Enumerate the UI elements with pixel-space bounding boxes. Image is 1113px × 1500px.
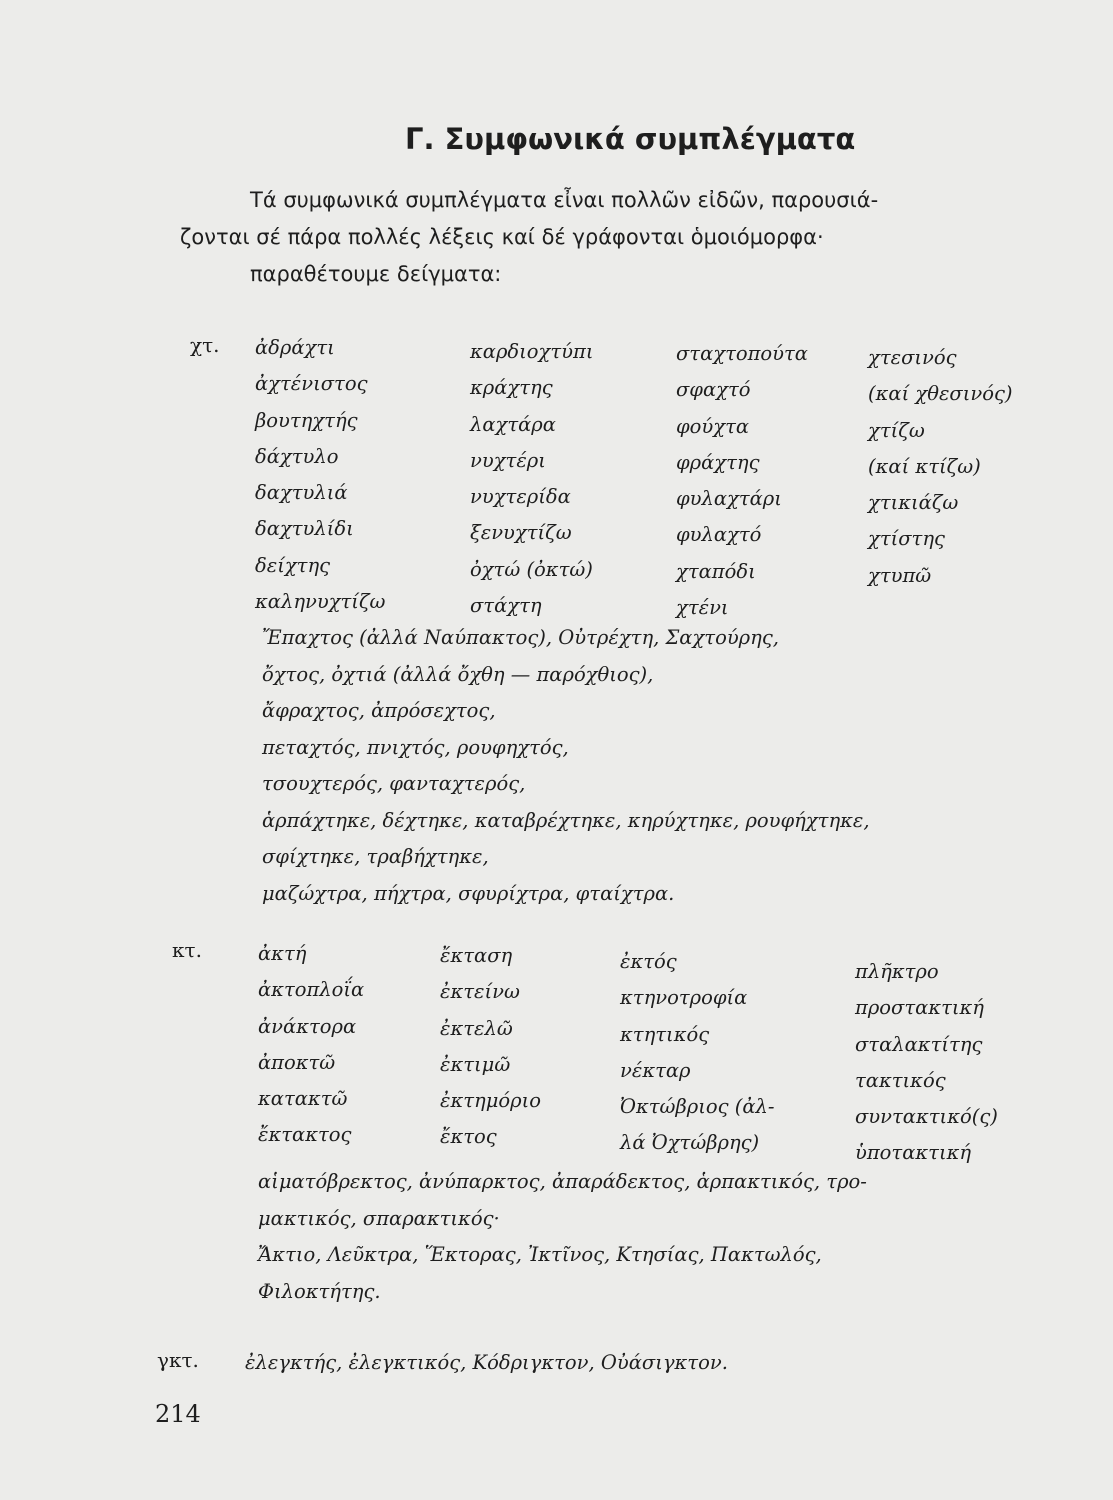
word-item: χτυπῶ (868, 563, 932, 587)
word-item: δείχτης (255, 553, 331, 577)
kt-column-1 (258, 936, 364, 1154)
word-item: σταλακτίτης (855, 1032, 983, 1056)
word-item: τακτικός (855, 1068, 946, 1092)
word-item: ἀχτένιστος (255, 372, 368, 396)
kht-column-2 (470, 334, 593, 624)
prefix-gkt: γκτ. (157, 1348, 199, 1372)
prefix-kht: χτ. (190, 333, 220, 357)
word-item: (καί κτίζω) (868, 454, 981, 478)
word-item: ἀποκτῶ (258, 1050, 336, 1074)
text-line: Ἄκτιο, Λεῦκτρα, Ἕκτορας, Ἰκτῖνος, Κτησίας, Πακτωλός, (258, 1243, 822, 1266)
section-heading: Γ. Συμφωνικά συμπλέγματα (405, 122, 856, 156)
word-item: ἐκτιμῶ (440, 1052, 511, 1076)
word-item: Ὀκτώβριος (ἀλ- (620, 1095, 775, 1119)
word-item: ἐκτημόριο (440, 1089, 541, 1113)
word-item: ἐκτείνω (440, 980, 520, 1004)
word-item: δαχτυλίδι (255, 517, 354, 541)
page-number: 214 (155, 1400, 201, 1428)
text-line: τσουχτερός, φανταχτερός, (262, 772, 526, 795)
word-item: νυχτέρι (470, 448, 546, 472)
word-item: φούχτα (676, 414, 750, 438)
text-line: ὄχτος, ὀχτιά (ἀλλά ὄχθη — παρόχθιος), (262, 662, 654, 686)
text-line: ἐλεγκτής, ἐλεγκτικός, Κόδριγκτον, Οὐάσιγκτον. (245, 1351, 728, 1374)
word-item: στάχτη (470, 594, 542, 618)
kht-column-1 (255, 330, 385, 620)
text-line: Φιλοκτήτης. (258, 1279, 381, 1303)
gkt-examples-line (245, 1345, 728, 1382)
text-line: αἱματόβρεκτος, ἀνύπαρκτος, ἀπαράδεκτος, ἁρπακτικός, τρο- (258, 1170, 867, 1193)
word-item: ἀκτοπλοΐα (258, 978, 365, 1002)
word-item: σφαχτό (676, 378, 751, 402)
kt-column-4 (855, 954, 998, 1172)
word-item: κράχτης (470, 376, 553, 400)
word-item: κατακτῶ (258, 1087, 348, 1111)
word-item: χτίζω (868, 418, 925, 442)
word-item: ἀκτή (258, 942, 307, 965)
word-item: ὀχτώ (ὀκτώ) (470, 557, 593, 581)
word-item: καρδιοχτύπι (470, 340, 594, 363)
word-item: καληνυχτίζω (255, 590, 386, 614)
text-line: ἄφραχτος, ἀπρόσεχτος, (262, 699, 496, 722)
text-line: πεταχτός, πνιχτός, ρουφηχτός, (262, 735, 569, 759)
intro-line-2: ζονται σέ πάρα πολλές λέξεις καί δέ γράφονται ὁμοιόμορφα· (180, 225, 824, 249)
kht-column-4 (868, 340, 1013, 594)
word-item: λά Ὀχτώβρης) (620, 1131, 760, 1155)
intro-line-3: παραθέτουμε δείγματα: (250, 262, 502, 286)
word-item: βουτηχτής (255, 408, 358, 432)
kt-column-3 (620, 944, 774, 1162)
word-item: χτεσινός (868, 346, 957, 369)
word-item: ἔκταση (440, 944, 513, 967)
word-item: (καί χθεσινός) (868, 382, 1013, 406)
word-item: νυχτερίδα (470, 485, 571, 509)
text-line: μακτικός, σπαρακτικός· (258, 1206, 500, 1230)
word-item: δαχτυλιά (255, 481, 348, 505)
word-item: ἐκτελῶ (440, 1016, 513, 1040)
word-item: σταχτοπούτα (676, 342, 808, 365)
word-item: ἀδράχτι (255, 336, 335, 359)
word-item: φυλαχτό (676, 523, 762, 547)
word-item: λαχτάρα (470, 412, 556, 436)
intro-paragraph (180, 182, 1050, 293)
text-line: Ἔπαχτος (ἀλλά Ναύπακτος), Οὐτρέχτη, Σαχτούρης, (262, 626, 779, 649)
word-item: ξενυχτίζω (470, 521, 572, 545)
intro-line-1: Τά συμφωνικά συμπλέγματα εἶναι πολλῶν εἰδῶν, παρουσιά- (250, 188, 879, 212)
word-item: ἀνάκτορα (258, 1014, 357, 1038)
word-item: χτίστης (868, 527, 945, 551)
word-item: χτικιάζω (868, 491, 959, 515)
word-item: χταπόδι (676, 559, 756, 583)
text-line: μαζώχτρα, πήχτρα, σφυρίχτρα, φταίχτρα. (262, 881, 675, 905)
kht-examples-paragraph (262, 620, 870, 912)
word-item: κτηνοτροφία (620, 986, 748, 1010)
word-item: ἐκτός (620, 950, 677, 973)
word-item: συντακτικό(ς) (855, 1105, 998, 1129)
word-item: ὑποτακτική (855, 1141, 972, 1165)
word-item: πλῆκτρο (855, 960, 939, 983)
word-item: νέκταρ (620, 1058, 691, 1082)
text-line: ἁρπάχτηκε, δέχτηκε, καταβρέχτηκε, κηρύχτηκε, ρουφήχτηκε, (262, 808, 870, 832)
word-item: ἔκτακτος (258, 1123, 352, 1147)
word-item: φράχτης (676, 450, 760, 474)
word-item: δάχτυλο (255, 444, 339, 468)
word-item: χτένι (676, 596, 729, 620)
text-line: σφίχτηκε, τραβήχτηκε, (262, 845, 489, 868)
word-item: προστακτική (855, 996, 984, 1020)
kt-examples-paragraph (258, 1164, 867, 1310)
kht-column-3 (676, 336, 808, 626)
prefix-kt: κτ. (172, 938, 202, 962)
word-item: φυλαχτάρι (676, 487, 782, 511)
word-item: κτητικός (620, 1022, 710, 1046)
kt-column-2 (440, 938, 541, 1156)
word-item: ἔκτος (440, 1125, 497, 1149)
